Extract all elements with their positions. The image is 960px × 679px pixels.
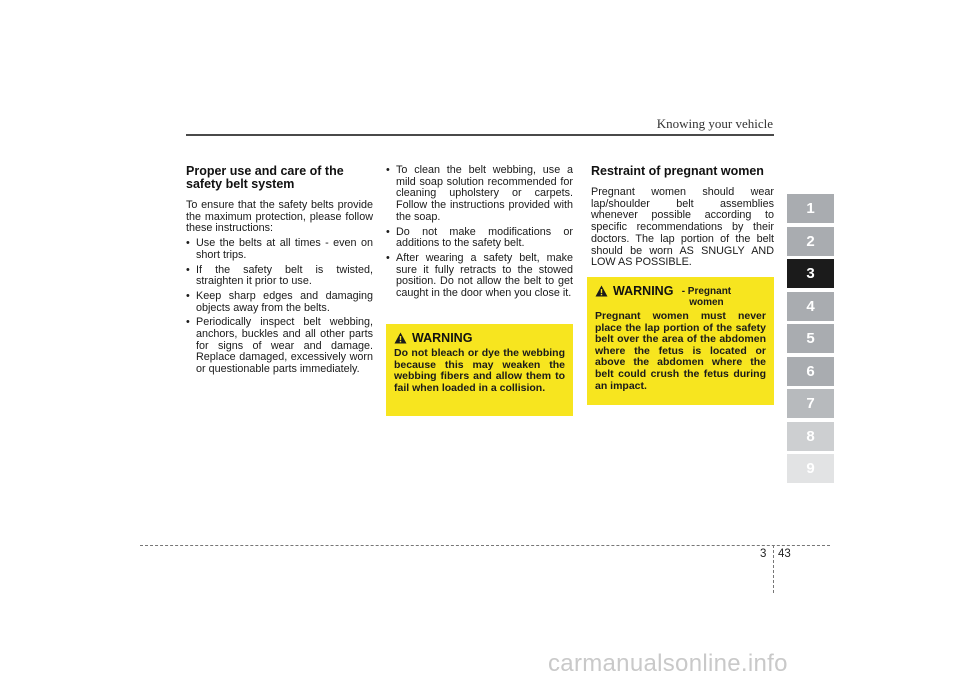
- chapter-tab-7[interactable]: 7: [787, 389, 834, 418]
- warning-title: WARNING: [613, 284, 674, 298]
- list-item: • To clean the belt webbing, use a mild soap solution recommended for cleaning upholstery or carpets. Follow the instructions provided with the soap.: [386, 164, 573, 223]
- list-item: • After wearing a safety belt, make sure it fully retracts to the stowed position. Do not allow the belt to get caught in the door when you close it.: [386, 251, 573, 300]
- bullet-icon: •: [386, 251, 390, 264]
- warning-triangle-icon: [394, 332, 407, 344]
- column-1: [186, 165, 373, 379]
- warning-header: [595, 284, 766, 308]
- bullet-icon: •: [186, 263, 190, 276]
- chapter-tab-4[interactable]: 4: [787, 292, 834, 321]
- chapter-tab-2[interactable]: 2: [787, 227, 834, 256]
- column-2: [386, 165, 573, 303]
- chapter-tab-3[interactable]: 3: [787, 259, 834, 288]
- list-item: • Periodically inspect belt webbing, anchors, buckles and all other parts for signs of wear and damage. Replace damaged, excessively worn or questionable parts immediately.: [186, 316, 373, 376]
- warning-text: Pregnant women must never place the lap portion of the safety belt over the area of the abdomen where the fetus is located or above the abdomen where the belt could crush the fetus during an impact.: [595, 310, 766, 392]
- warning-box-bleach: [386, 324, 573, 416]
- column-3: [591, 165, 774, 272]
- section-heading-belt-care: Proper use and care of the safety belt system: [186, 164, 344, 191]
- belt-care-list: [186, 238, 373, 376]
- footer-divider: [140, 545, 830, 546]
- chapter-tab-1[interactable]: 1: [787, 194, 834, 223]
- list-item: • Keep sharp edges and damaging objects away from the belts.: [186, 289, 373, 314]
- bullet-icon: •: [386, 225, 390, 238]
- list-item: • Use the belts at all times - even on short trips.: [186, 237, 373, 261]
- warning-box-pregnant-women: [587, 277, 774, 405]
- belt-care-list-continued: [386, 165, 573, 300]
- footer-vertical-divider: [773, 545, 774, 593]
- list-item: • If the safety belt is twisted, straighten it prior to use.: [186, 263, 373, 288]
- warning-triangle-icon: [595, 285, 608, 297]
- bullet-icon: •: [186, 237, 190, 250]
- bullet-icon: •: [386, 164, 390, 176]
- footer-chapter-number: 3: [760, 548, 767, 560]
- bullet-icon: •: [186, 289, 190, 302]
- footer-page-number: 43: [778, 548, 791, 560]
- chapter-index: [787, 194, 834, 487]
- warning-text: Do not bleach or dye the webbing because this may weaken the webbing fibers and allow them to fail when loaded in a collision.: [394, 347, 565, 394]
- chapter-tab-6[interactable]: 6: [787, 357, 834, 386]
- intro-paragraph: To ensure that the safety belts provide the maximum protection, please follow these instructions:: [186, 199, 373, 235]
- warning-header: [394, 331, 565, 345]
- pregnant-women-paragraph: Pregnant women should wear lap/shoulder belt assemblies whenever possible according to specific recommendations by their doctors. The lap portion of the belt should be worn AS SNUGLY AND LOW AS POSSIBLE.: [591, 186, 774, 269]
- section-heading-pregnant-women: Restraint of pregnant women: [591, 164, 764, 178]
- header-title: Knowing your vehicle: [656, 116, 773, 131]
- warning-title: WARNING: [412, 331, 473, 345]
- watermark: carmanualsonline.info: [548, 650, 788, 677]
- bullet-icon: •: [186, 316, 190, 329]
- chapter-tab-9[interactable]: 9: [787, 454, 834, 483]
- chapter-tab-5[interactable]: 5: [787, 324, 834, 353]
- chapter-tab-8[interactable]: 8: [787, 422, 834, 451]
- list-item: • Do not make modifications or additions to the safety belt.: [386, 225, 573, 250]
- header-divider: [186, 134, 774, 136]
- warning-subtitle: - Pregnant women: [681, 286, 732, 308]
